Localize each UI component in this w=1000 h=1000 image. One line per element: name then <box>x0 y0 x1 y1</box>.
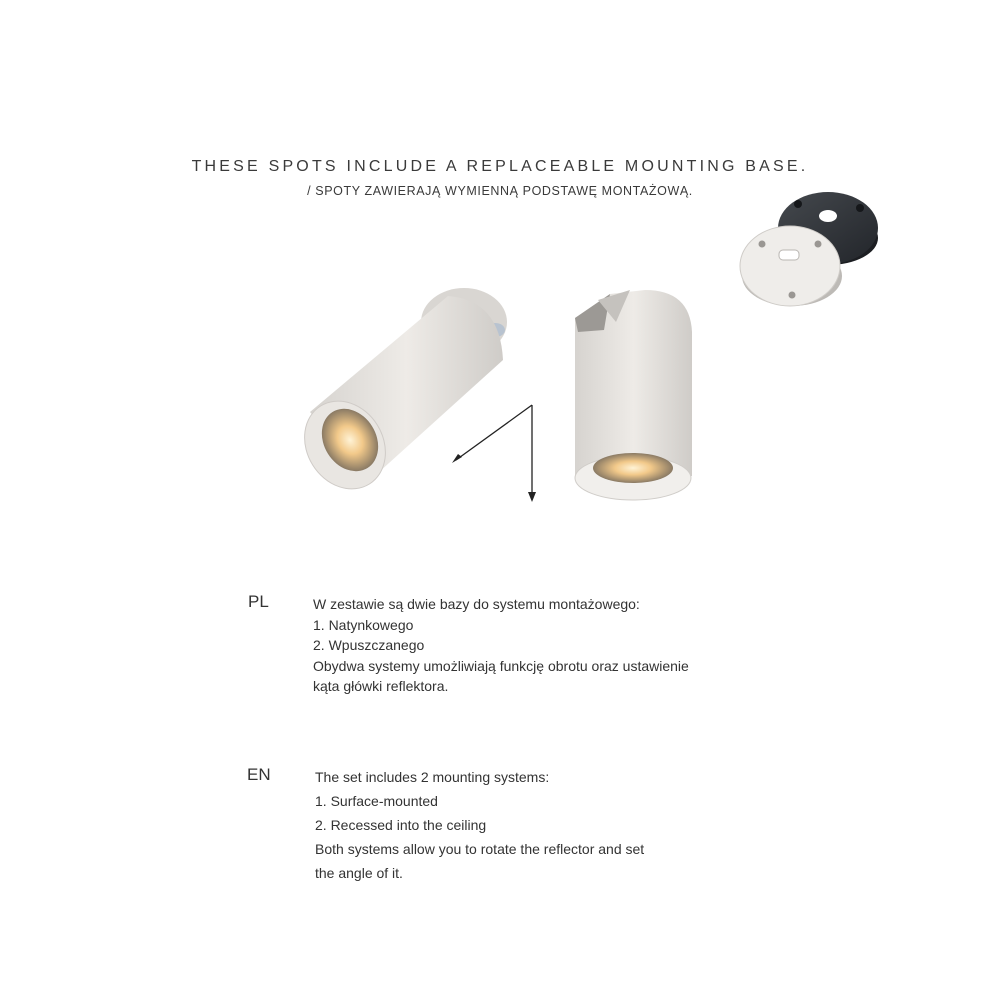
pl-line: kąta główki reflektora. <box>313 678 449 694</box>
vertical-spot-lamp <box>575 290 692 500</box>
tilted-spot-lamp <box>288 288 507 504</box>
en-line: Both systems allow you to rotate the reflector and set <box>315 841 645 857</box>
en-line: 1. Surface-mounted <box>315 793 438 809</box>
rotation-arrows <box>452 405 536 502</box>
pl-line: Obydwa systemy umożliwiają funkcję obrotu oraz ustawienie <box>313 657 689 674</box>
subheadline-pl: / SPOTY ZAWIERAJĄ WYMIENNĄ PODSTAWĘ MONTAŻOWĄ. <box>307 184 693 198</box>
en-line: 2. Recessed into the ceiling <box>315 817 487 833</box>
description-en <box>315 765 644 885</box>
language-code-en: EN <box>247 765 271 784</box>
description-pl <box>313 594 689 697</box>
pl-line: 1. Natynkowego <box>313 616 414 633</box>
pl-line: 2. Wpuszczanego <box>313 637 425 653</box>
language-code-pl: PL <box>248 592 269 611</box>
en-line: the angle of it. <box>315 865 403 881</box>
product-illustration <box>280 180 900 520</box>
en-line: The set includes 2 mounting systems: <box>315 769 550 785</box>
headline: THESE SPOTS INCLUDE A REPLACEABLE MOUNTING BASE. <box>191 158 809 175</box>
pl-line: W zestawie są dwie bazy do systemu montażowego: <box>313 596 640 612</box>
